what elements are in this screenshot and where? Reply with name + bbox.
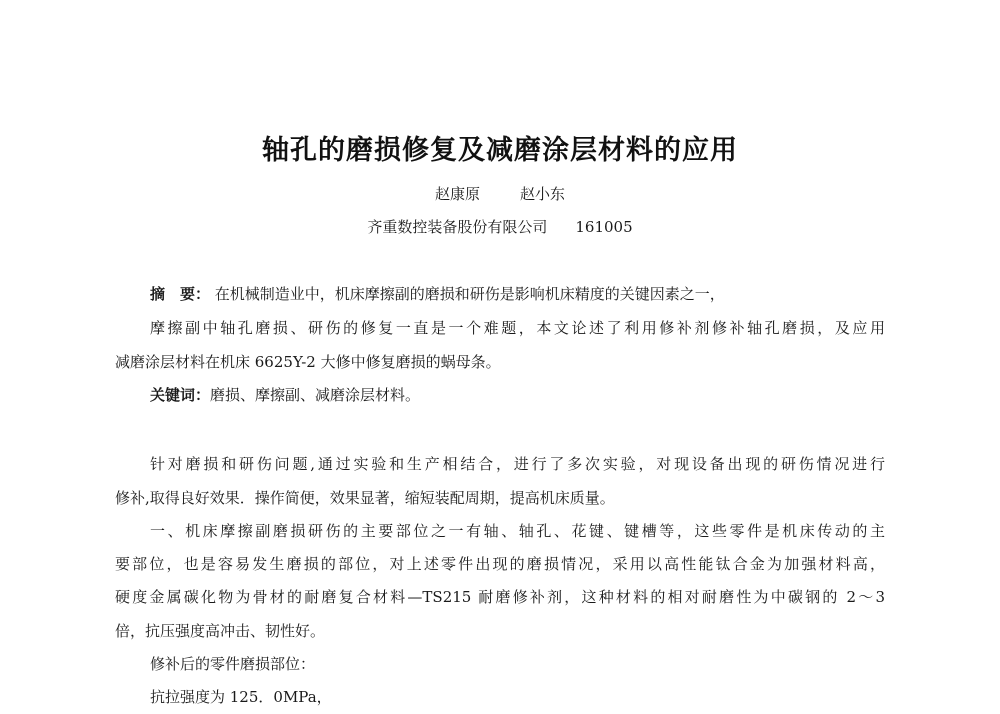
abstract-text: 在机械制造业中，机床摩擦副的磨损和研伤是影响机床精度的关键因素之一， [214, 285, 725, 303]
author-name: 赵康原 [434, 185, 480, 203]
postcode: 161005 [575, 218, 633, 236]
affiliation [0, 216, 1000, 237]
paper-title: 轴孔的磨损修复及减磨涂层材料的应用 [262, 135, 738, 166]
abstract-line: 摩擦副中轴孔磨损、研伤的修复一直是一个难题，本文论述了利用修补剂修补轴孔磨损，及应用 [150, 319, 885, 337]
body-line: 修补,取得良好效果．操作简便，效果显著，缩短装配周期，提高机床质量。 [115, 489, 615, 507]
abstract-line [150, 284, 885, 304]
body-line: 修补后的零件磨损部位： [150, 655, 316, 673]
affiliation-name: 齐重数控装备股份有限公司 [367, 218, 548, 236]
keywords-line [150, 385, 885, 405]
body-line: 倍，抗压强度高冲击、韧性好。 [115, 622, 326, 640]
body-line: 抗拉强度为 125．0MPa， [150, 688, 332, 706]
abstract-line: 减磨涂层材料在机床 6625Y-2 大修中修复磨损的蜗母条。 [115, 353, 501, 371]
author-list [0, 183, 1000, 204]
author-name: 赵小东 [520, 185, 566, 203]
abstract-label: 摘 要： [150, 285, 211, 303]
body-line: 一、机床摩擦副磨损研伤的主要部位之一有轴、轴孔、花键、键槽等，这些零件是机床传动的主 [150, 522, 885, 540]
body-line: 要部位，也是容易发生磨损的部位，对上述零件出现的磨损情况，采用以高性能钛合金为加强材料高， [115, 555, 885, 573]
keywords-label: 关键词： [150, 386, 211, 404]
body-line: 针对磨损和研伤问题,通过实验和生产相结合，进行了多次实验，对现设备出现的研伤情况进行 [150, 455, 885, 473]
keywords-text: 磨损、摩擦副、减磨涂层材料。 [210, 386, 421, 404]
body-line: 硬度金属碳化物为骨材的耐磨复合材料—TS215 耐磨修补剂，这种材料的相对耐磨性为中碳钢的 2～3 [115, 588, 885, 606]
